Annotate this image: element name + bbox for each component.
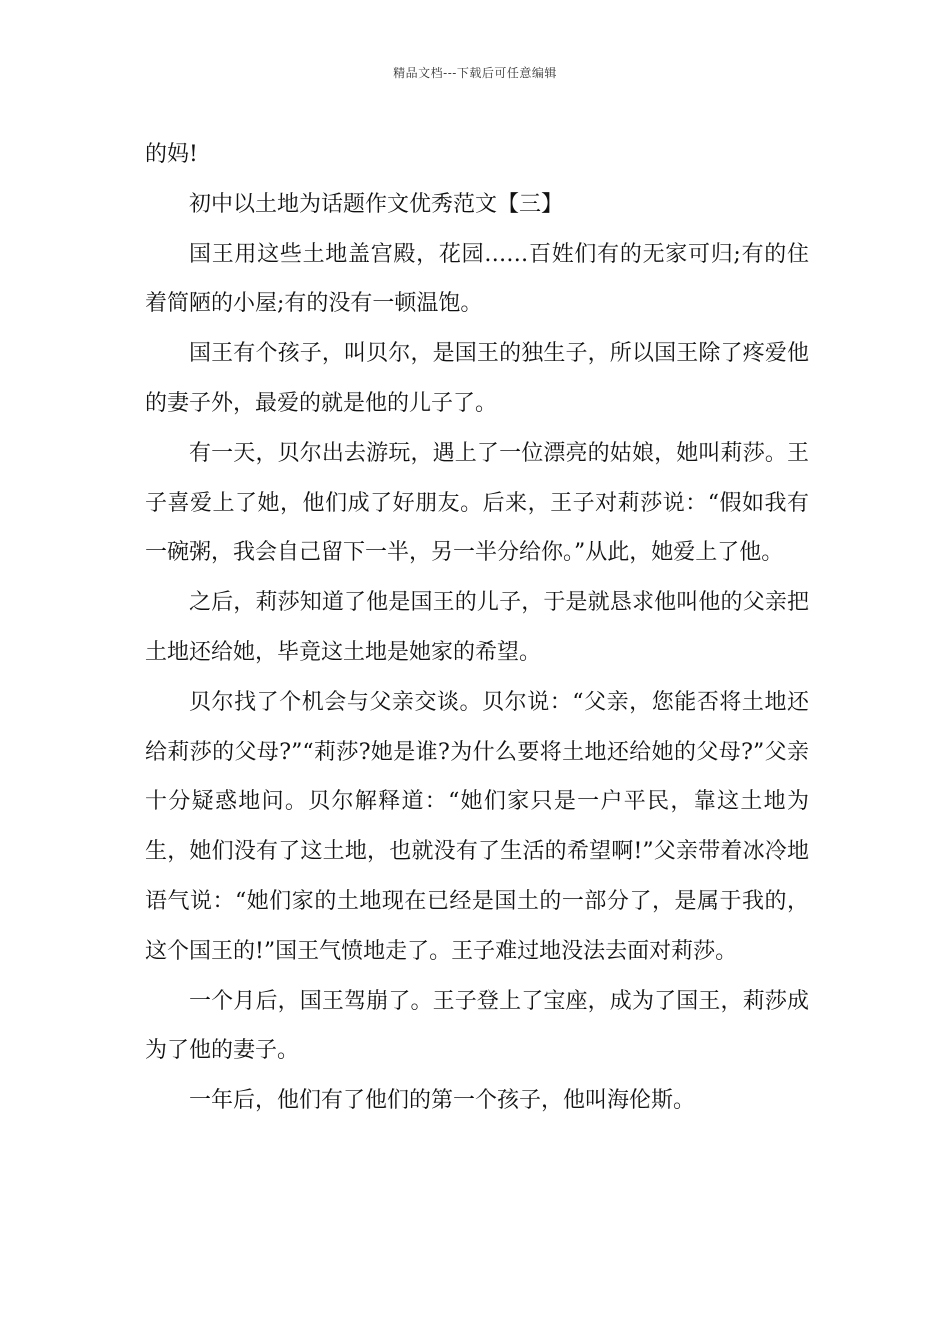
paragraph: 国王有个孩子，叫贝尔，是国王的独生子，所以国王除了疼爱他的妻子外，最爱的就是他的儿子了。 [145,341,809,416]
section-title: 初中以土地为话题作文优秀范文【三】 [189,191,564,217]
paragraph: 贝尔找了个机会与父亲交谈。贝尔说：“父亲，您能否将土地还给莉莎的父母?”“莉莎?她是谁?为什么要将土地还给她的父母?”父亲十分疑惑地问。贝尔解释道：“她们家只是一户平民，靠这土地为生，她们没有了这土地，也就没有了生活的希望啊!”父亲带着冰冷地语气说：“她们家的土地现在已经是国土的一部分了，是属于我的，这个国王的!”国王气愤地走了。王子难过地没法去面对莉莎。 [145,689,809,964]
paragraph: 国王用这些土地盖宫殿，花园……百姓们有的无家可归;有的住着简陋的小屋;有的没有一顿温饱。 [145,241,809,317]
paragraph: 一个月后，国王驾崩了。王子登上了宝座，成为了国王，莉莎成为了他的妻子。 [145,988,809,1064]
paragraph: 一年后，他们有了他们的第一个孩子，他叫海伦斯。 [189,1088,696,1114]
page-header: 精品文档---下载后可任意编辑 [393,66,557,80]
document-body [145,130,809,1126]
paragraph: 之后，莉莎知道了他是国王的儿子，于是就恳求他叫他的父亲把土地还给她，毕竟这土地是她家的希望。 [145,590,809,665]
paragraph: 的妈! [145,142,198,167]
paragraph: 有一天，贝尔出去游玩，遇上了一位漂亮的姑娘，她叫莉莎。王子喜爱上了她，他们成了好朋友。后来，王子对莉莎说：“假如我有一碗粥，我会自己留下一半，另一半分给你。”从此，她爱上了他。 [145,440,809,566]
